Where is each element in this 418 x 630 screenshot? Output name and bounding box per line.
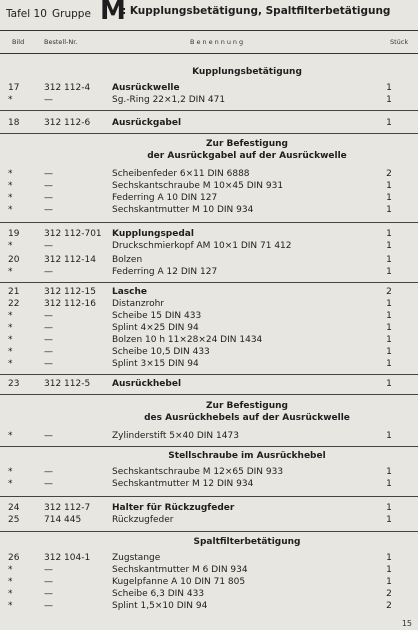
table-row <box>0 588 418 600</box>
row-stueck: 1 <box>386 347 392 357</box>
row-benennung: Zugstange <box>112 553 161 563</box>
row-stueck: 1 <box>386 479 392 489</box>
row-bild: * <box>8 205 13 215</box>
column-header <box>0 30 418 54</box>
row-bestell-nr: — <box>44 169 53 179</box>
row-bestell-nr: 312 112-6 <box>44 118 91 128</box>
row-stueck: 1 <box>386 181 392 191</box>
row-benennung: Kupplungspedal <box>112 229 194 239</box>
table-row <box>0 322 418 334</box>
table-row <box>0 346 418 358</box>
row-bild: 25 <box>8 515 20 525</box>
row-stueck: 2 <box>386 589 392 599</box>
row-benennung: Distanzrohr <box>112 299 165 309</box>
table-row <box>0 192 418 204</box>
section-subtitle: des Ausrückhebels auf der Ausrückwelle <box>144 413 350 423</box>
col-bild: Bild <box>12 38 25 46</box>
row-divider <box>0 446 418 447</box>
row-bestell-nr: — <box>44 347 53 357</box>
row-bild: * <box>8 267 13 277</box>
row-bestell-nr: — <box>44 479 53 489</box>
row-benennung: Ausrückgabel <box>112 118 182 128</box>
table-row <box>0 502 418 514</box>
section-title: Zur Befestigung <box>206 401 288 411</box>
col-benennung: Benennung <box>190 38 246 46</box>
table-row <box>0 117 418 129</box>
row-bestell-nr: 312 112-7 <box>44 503 91 513</box>
section-title: Kupplungsbetätigung <box>192 67 302 77</box>
table-row <box>0 310 418 322</box>
row-divider <box>0 374 418 375</box>
row-bestell-nr: — <box>44 95 53 105</box>
row-stueck: 1 <box>386 503 392 513</box>
row-benennung: Scheibe 6,3 DIN 433 <box>112 589 205 599</box>
table-row <box>0 286 418 298</box>
section-title: Zur Befestigung <box>206 139 288 149</box>
table-row <box>0 466 418 478</box>
row-benennung: Splint 4×25 DIN 94 <box>112 323 199 333</box>
row-bild: * <box>8 479 13 489</box>
row-stueck: 1 <box>386 83 392 93</box>
row-stueck: 1 <box>386 193 392 203</box>
row-bild: * <box>8 95 13 105</box>
row-stueck: 1 <box>386 118 392 128</box>
row-benennung: Bolzen <box>112 255 143 265</box>
section-subtitle: der Ausrückgabel auf der Ausrückwelle <box>147 151 347 161</box>
page-title: : Kupplungsbetätigung, Spaltfilterbetätigung <box>122 5 391 17</box>
table-row <box>0 334 418 346</box>
row-divider <box>0 282 418 283</box>
row-bestell-nr: — <box>44 311 53 321</box>
row-stueck: 1 <box>386 335 392 345</box>
group-letter: M <box>100 0 127 26</box>
row-bestell-nr: 312 104-1 <box>44 553 91 563</box>
row-bestell-nr: — <box>44 181 53 191</box>
row-benennung: Federring A 10 DIN 127 <box>112 193 218 203</box>
section-title: Spaltfilterbetätigung <box>193 537 301 547</box>
row-stueck: 1 <box>386 205 392 215</box>
row-bestell-nr: 312 112-14 <box>44 255 96 265</box>
table-row <box>0 266 418 278</box>
row-bestell-nr: — <box>44 601 53 611</box>
row-stueck: 1 <box>386 323 392 333</box>
row-bild: 19 <box>8 229 20 239</box>
row-bestell-nr: — <box>44 589 53 599</box>
row-stueck: 2 <box>386 169 392 179</box>
row-divider <box>0 133 418 134</box>
row-bestell-nr: — <box>44 205 53 215</box>
section-title: Stellschraube im Ausrückhebel <box>168 451 326 461</box>
row-bild: * <box>8 335 13 345</box>
row-bild: * <box>8 347 13 357</box>
row-bestell-nr: — <box>44 323 53 333</box>
row-benennung: Ausrückhebel <box>112 379 182 389</box>
row-bild: * <box>8 565 13 575</box>
row-bild: * <box>8 589 13 599</box>
row-bild: 23 <box>8 379 20 389</box>
row-stueck: 1 <box>386 553 392 563</box>
row-stueck: 1 <box>386 267 392 277</box>
row-benennung: Rückzugfeder <box>112 515 174 525</box>
row-bild: * <box>8 311 13 321</box>
row-bestell-nr: 312 112-701 <box>44 229 102 239</box>
row-bild: 22 <box>8 299 20 309</box>
row-bestell-nr: — <box>44 335 53 345</box>
row-bild: * <box>8 241 13 251</box>
row-benennung: Splint 3×15 DIN 94 <box>112 359 199 369</box>
table-row <box>0 82 418 94</box>
row-stueck: 1 <box>386 379 392 389</box>
table-row <box>0 552 418 564</box>
page-number: 15 <box>401 619 412 628</box>
row-benennung: Zylinderstift 5×40 DIN 1473 <box>112 431 239 441</box>
row-bestell-nr: — <box>44 577 53 587</box>
row-stueck: 1 <box>386 311 392 321</box>
gruppe-label: Gruppe <box>52 8 91 20</box>
row-bestell-nr: — <box>44 193 53 203</box>
col-stueck: Stück <box>390 38 409 46</box>
table-row <box>0 600 418 612</box>
row-benennung: Splint 1,5×10 DIN 94 <box>112 601 208 611</box>
row-benennung: Lasche <box>112 287 148 297</box>
row-bild: 24 <box>8 503 20 513</box>
row-bild: 18 <box>8 118 20 128</box>
row-benennung: Sg.-Ring 22×1,2 DIN 471 <box>112 95 226 105</box>
row-bestell-nr: 312 112-4 <box>44 83 91 93</box>
row-benennung: Sechskantmutter M 10 DIN 934 <box>112 205 254 215</box>
table-row <box>0 564 418 576</box>
row-bestell-nr: — <box>44 359 53 369</box>
row-divider <box>0 394 418 395</box>
row-stueck: 1 <box>386 515 392 525</box>
row-bild: * <box>8 169 13 179</box>
table-row <box>0 358 418 370</box>
tafel-label: Tafel 10 <box>6 8 47 20</box>
row-bild: 21 <box>8 287 20 297</box>
row-benennung: Druckschmierkopf AM 10×1 DIN 71 412 <box>112 241 292 251</box>
row-bild: * <box>8 601 13 611</box>
row-benennung: Scheibe 10,5 DIN 433 <box>112 347 210 357</box>
row-bild: * <box>8 323 13 333</box>
row-benennung: Sechskantmutter M 12 DIN 934 <box>112 479 254 489</box>
table-row <box>0 576 418 588</box>
row-divider <box>0 496 418 497</box>
table-row <box>0 298 418 310</box>
table-row <box>0 168 418 180</box>
row-stueck: 2 <box>386 601 392 611</box>
row-stueck: 1 <box>386 229 392 239</box>
row-benennung: Kugelpfanne A 10 DIN 71 805 <box>112 577 246 587</box>
row-divider <box>0 222 418 223</box>
row-bild: 20 <box>8 255 20 265</box>
row-stueck: 1 <box>386 241 392 251</box>
row-benennung: Halter für Rückzugfeder <box>112 503 235 513</box>
table-row <box>0 478 418 490</box>
row-benennung: Sechskantmutter M 6 DIN 934 <box>112 565 248 575</box>
row-benennung: Scheibe 15 DIN 433 <box>112 311 202 321</box>
row-bild: * <box>8 467 13 477</box>
row-divider <box>0 110 418 111</box>
row-bestell-nr: 312 112-15 <box>44 287 96 297</box>
row-benennung: Federring A 12 DIN 127 <box>112 267 218 277</box>
row-bild: 17 <box>8 83 20 93</box>
page-header <box>0 0 418 30</box>
row-bestell-nr: — <box>44 431 53 441</box>
row-benennung: Scheibenfeder 6×11 DIN 6888 <box>112 169 250 179</box>
row-stueck: 1 <box>386 359 392 369</box>
table-row <box>0 254 418 266</box>
row-bild: 26 <box>8 553 20 563</box>
row-stueck: 1 <box>386 577 392 587</box>
row-benennung: Bolzen 10 h 11×28×24 DIN 1434 <box>112 335 263 345</box>
row-bestell-nr: 312 112-16 <box>44 299 96 309</box>
table-row <box>0 378 418 390</box>
table-row <box>0 180 418 192</box>
row-divider <box>0 531 418 532</box>
table-row <box>0 514 418 526</box>
row-bild: * <box>8 359 13 369</box>
table-row <box>0 228 418 240</box>
row-stueck: 1 <box>386 565 392 575</box>
row-bestell-nr: — <box>44 467 53 477</box>
row-stueck: 1 <box>386 95 392 105</box>
row-bestell-nr: — <box>44 241 53 251</box>
row-stueck: 1 <box>386 467 392 477</box>
row-bestell-nr: — <box>44 565 53 575</box>
row-bild: * <box>8 431 13 441</box>
row-bestell-nr: — <box>44 267 53 277</box>
table-row <box>0 204 418 216</box>
row-benennung: Sechskantschraube M 10×45 DIN 931 <box>112 181 284 191</box>
row-benennung: Sechskantschraube M 12×65 DIN 933 <box>112 467 284 477</box>
row-stueck: 2 <box>386 287 392 297</box>
table-row <box>0 240 418 252</box>
table-row <box>0 94 418 106</box>
row-benennung: Ausrückwelle <box>112 83 180 93</box>
row-bestell-nr: 312 112-5 <box>44 379 91 389</box>
row-stueck: 1 <box>386 299 392 309</box>
table-row <box>0 430 418 442</box>
row-bestell-nr: 714 445 <box>44 515 82 525</box>
row-stueck: 1 <box>386 255 392 265</box>
col-bestell-nr: Bestell-Nr. <box>44 38 78 46</box>
row-stueck: 1 <box>386 431 392 441</box>
row-bild: * <box>8 181 13 191</box>
row-bild: * <box>8 577 13 587</box>
row-bild: * <box>8 193 13 203</box>
